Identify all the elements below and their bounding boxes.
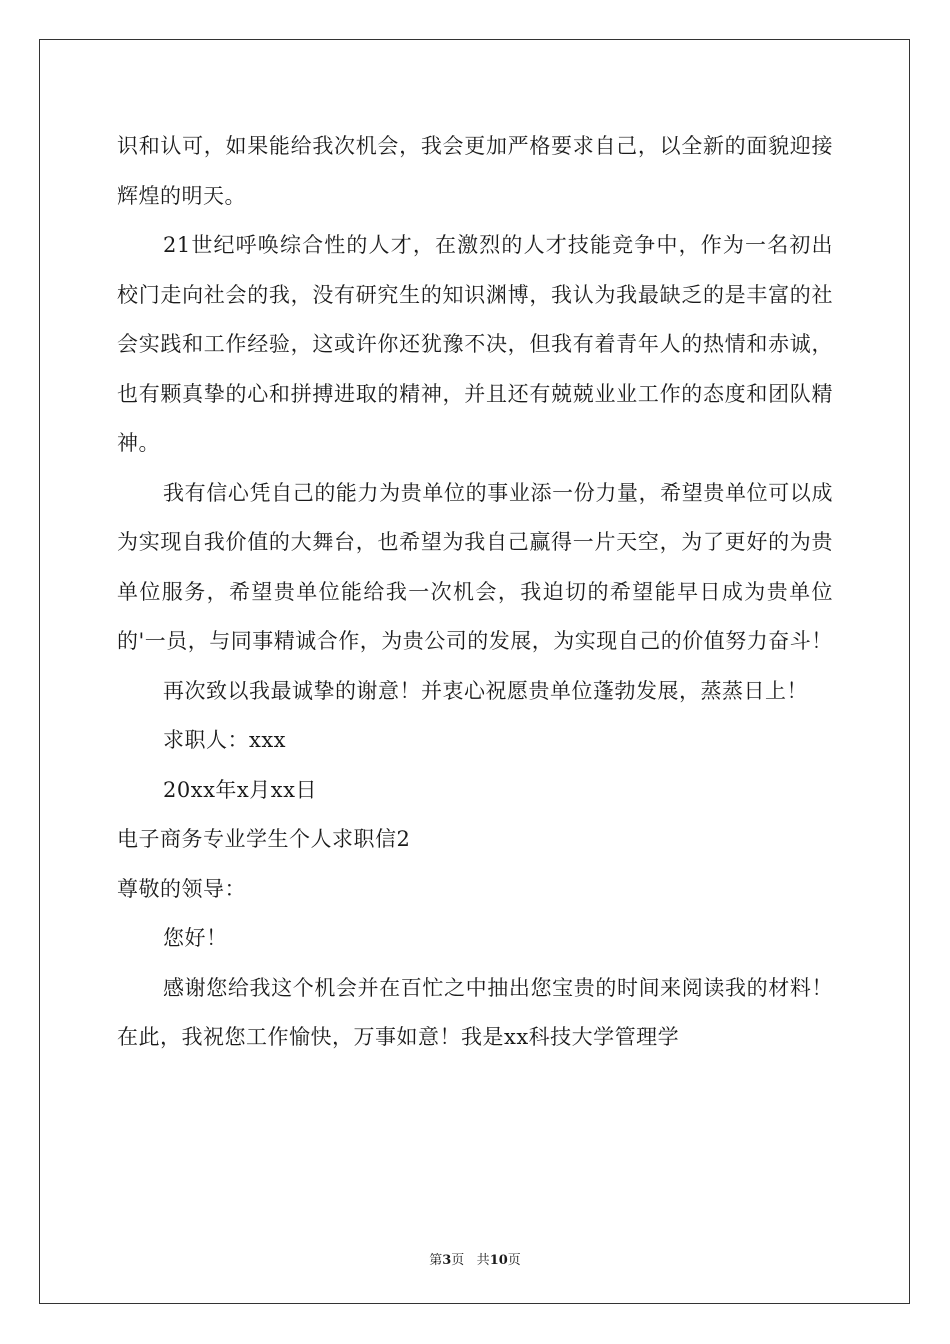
applicant-signature: 求职人：xxx xyxy=(163,728,287,752)
paragraph-thanks: 再次致以我最诚挚的谢意！并衷心祝愿贵单位蓬勃发展，蒸蒸日上！ xyxy=(163,678,808,703)
letter-date: 20xx年x月xx日 xyxy=(163,777,317,802)
salutation: 尊敬的领导： xyxy=(117,876,246,901)
paragraph-intro: 感谢您给我这个机会并在百忙之中抽出您宝贵的时间来阅读我的材料！在此，我祝您工作愉快，万事如意！我是xx科技大学管理学 xyxy=(117,975,833,1049)
paragraph-confidence: 我有信心凭自己的能力为贵单位的事业添一份力量，希望贵单位可以成为实现自我价值的大舞台，也希望为我自己赢得一片天空，为了更好的为贵单位服务，希望贵单位能给我一次机会，我迫切的希望能早日成为贵单位的'一员，与同事精诚合作，为贵公司的发展，为实现自己的价值努力奋斗！ xyxy=(117,480,833,653)
total-suffix: 页 xyxy=(507,1253,521,1268)
total-prefix: 共 xyxy=(476,1253,490,1268)
page-footer xyxy=(0,1249,950,1268)
page-total: 10 xyxy=(489,1253,508,1268)
page-suffix: 页 xyxy=(451,1253,465,1268)
page-current: 3 xyxy=(442,1253,452,1268)
greeting: 您好！ xyxy=(163,926,228,950)
section-title: 电子商务专业学生个人求职信2 xyxy=(117,827,411,851)
page-prefix: 第 xyxy=(429,1253,443,1268)
paragraph-talent: 21世纪呼唤综合性的人才，在激烈的人才技能竞争中，作为一名初出校门走向社会的我，没有研究生的知识渊博，我认为我最缺乏的是丰富的社会实践和工作经验，这或许你还犹豫不决，但我有着青年人的热情和赤诚，也有颗真挚的心和拼搏进取的精神，并且还有兢兢业业工作的态度和团队精神。 xyxy=(117,233,833,455)
paragraph-continuation: 识和认可，如果能给我次机会，我会更加严格要求自己，以全新的面貌迎接辉煌的明天。 xyxy=(117,134,833,208)
document-body xyxy=(117,122,833,1063)
